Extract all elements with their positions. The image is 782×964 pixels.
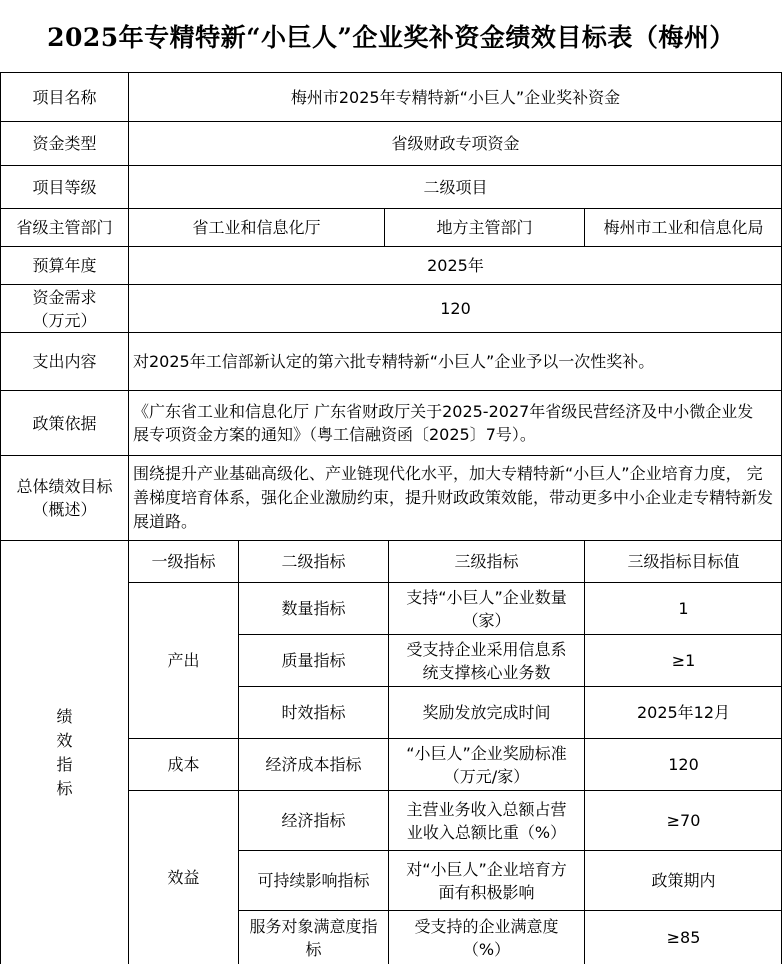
- expenditure-value: 对2025年工信部新认定的第六批专精特新“小巨人”企业予以一次性奖补。: [128, 332, 782, 390]
- table-row-level2: 数量指标: [238, 582, 388, 634]
- table-row-level3: 受支持企业采用信息系统支撑核心业务数: [388, 634, 584, 686]
- table-row-level2: 时效指标: [238, 686, 388, 738]
- header-level1: 一级指标: [128, 540, 238, 582]
- table-row-level3: 受支持的企业满意度（%）: [388, 910, 584, 964]
- provincial-dept-value: 省工业和信息化厅: [128, 208, 384, 246]
- overall-goal-value: 围绕提升产业基础高级化、产业链现代化水平，加大专精特新“小巨人”企业培育力度， 完善梯度培育体系，强化企业激励约束，提升财政政策效能，带动更多中小企业走专精特新发展道路。: [128, 455, 782, 540]
- table-row-level3: 主营业务收入总额占营业收入总额比重（%）: [388, 790, 584, 850]
- overall-goal-label: 总体绩效目标（概述）: [0, 455, 128, 540]
- expenditure-label: 支出内容: [0, 332, 128, 390]
- project-level-value: 二级项目: [128, 165, 782, 208]
- indicators-section-label: 绩效指标: [0, 540, 128, 964]
- fund-demand-value: 120: [128, 284, 782, 332]
- performance-table: [0, 72, 782, 964]
- group-cost: 成本: [128, 738, 238, 790]
- table-row-target: 2025年12月: [584, 686, 782, 738]
- table-row-target: 政策期内: [584, 850, 782, 910]
- header-level3: 三级指标: [388, 540, 584, 582]
- budget-year-value: 2025年: [128, 246, 782, 284]
- table-row-level3: 对“小巨人”企业培育方面有积极影响: [388, 850, 584, 910]
- table-row-level2: 经济成本指标: [238, 738, 388, 790]
- budget-year-label: 预算年度: [0, 246, 128, 284]
- table-row-level3: 奖励发放完成时间: [388, 686, 584, 738]
- table-row-level2: 质量指标: [238, 634, 388, 686]
- page-title: 2025年专精特新“小巨人”企业奖补资金绩效目标表（梅州）: [47, 23, 735, 52]
- group-output: 产出: [128, 582, 238, 738]
- header-level2: 二级指标: [238, 540, 388, 582]
- local-dept-label: 地方主管部门: [384, 208, 584, 246]
- table-row-target: ≥85: [584, 910, 782, 964]
- project-name-label: 项目名称: [0, 72, 128, 121]
- provincial-dept-label: 省级主管部门: [0, 208, 128, 246]
- project-level-label: 项目等级: [0, 165, 128, 208]
- group-benefit: 效益: [128, 790, 238, 964]
- table-row-level2: 经济指标: [238, 790, 388, 850]
- table-row-level3: 支持“小巨人”企业数量（家）: [388, 582, 584, 634]
- local-dept-value: 梅州市工业和信息化局: [584, 208, 782, 246]
- table-row-level2: 可持续影响指标: [238, 850, 388, 910]
- policy-basis-label: 政策依据: [0, 390, 128, 455]
- table-row-level3: “小巨人”企业奖励标准（万元/家）: [388, 738, 584, 790]
- table-row-target: 120: [584, 738, 782, 790]
- table-row-target: 1: [584, 582, 782, 634]
- policy-basis-value: 《广东省工业和信息化厅 广东省财政厅关于2025-2027年省级民营经济及中小微企业发展专项资金方案的通知》（粤工信融资函〔2025〕7号）。: [128, 390, 782, 455]
- project-name-value: 梅州市2025年专精特新“小巨人”企业奖补资金: [128, 72, 782, 121]
- fund-type-label: 资金类型: [0, 121, 128, 165]
- header-target: 三级指标目标值: [584, 540, 782, 582]
- fund-demand-label: 资金需求（万元）: [0, 284, 128, 332]
- table-row-target: ≥70: [584, 790, 782, 850]
- fund-type-value: 省级财政专项资金: [128, 121, 782, 165]
- table-row-target: ≥1: [584, 634, 782, 686]
- table-row-level2: 服务对象满意度指标: [238, 910, 388, 964]
